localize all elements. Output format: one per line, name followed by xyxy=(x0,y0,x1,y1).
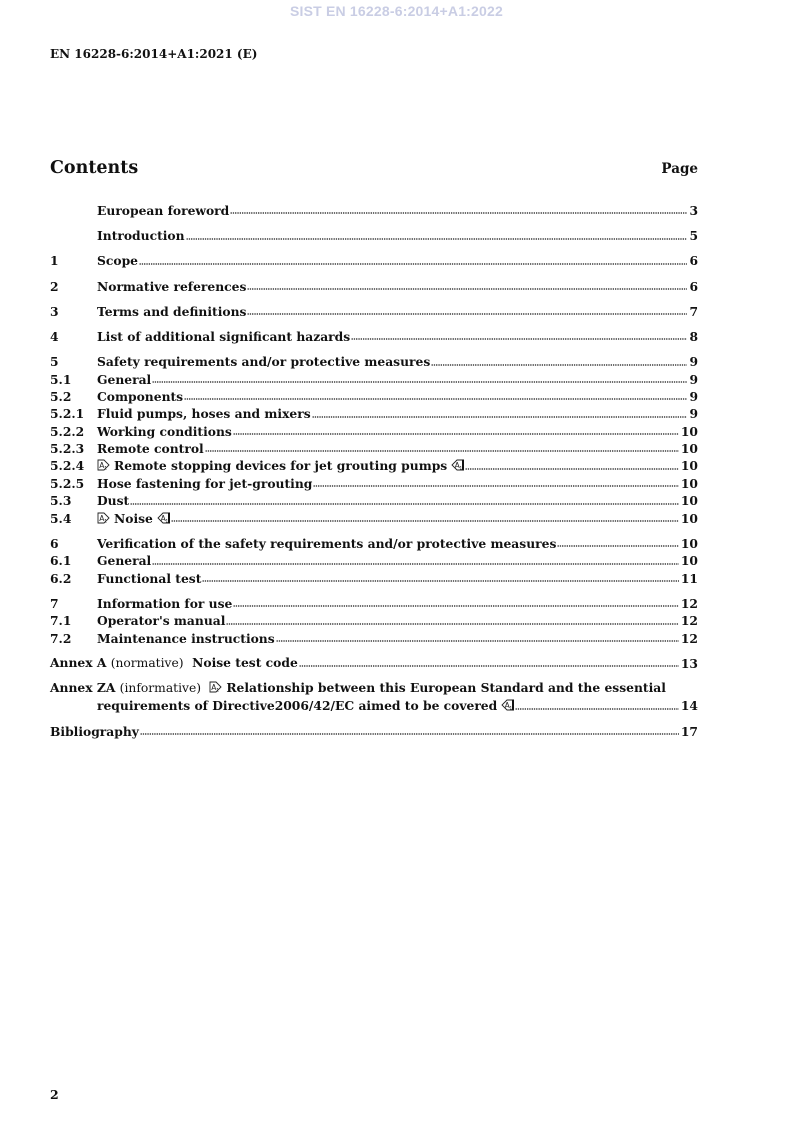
toc-entry[interactable] xyxy=(50,328,698,345)
toc-entry-title: Introduction xyxy=(97,228,185,244)
toc-entry-title: Scope xyxy=(97,253,138,269)
toc-entry-title: Functional test xyxy=(97,570,202,586)
toc-entry-title: General xyxy=(97,371,152,387)
toc-entry-title: Safety requirements and/or protective measures xyxy=(97,354,431,370)
toc-entry-page: 12 xyxy=(680,630,698,646)
toc-entry-title: Dust xyxy=(97,493,130,509)
annex-za-line-1 xyxy=(50,680,698,697)
dot-leader xyxy=(557,544,679,548)
amendment-end-icon xyxy=(157,512,170,524)
dot-leader xyxy=(351,337,687,341)
svg-text:1: 1 xyxy=(165,519,169,524)
toc-entry-page: 12 xyxy=(680,595,698,611)
svg-text:A: A xyxy=(454,461,460,471)
page-number: 2 xyxy=(50,1087,59,1102)
toc-entry[interactable] xyxy=(50,440,698,457)
toc-entry-annex-za[interactable] xyxy=(50,680,698,715)
toc-entry[interactable] xyxy=(50,552,698,569)
dot-leader xyxy=(299,664,679,668)
toc-entry[interactable] xyxy=(50,353,698,370)
toc-entry-title: Maintenance instructions xyxy=(97,630,275,646)
svg-text:A: A xyxy=(211,682,217,692)
toc-entry-page: 9 xyxy=(689,354,698,370)
dot-leader xyxy=(247,287,687,291)
annex-title-line-1: Relationship between this European Standard and the essential xyxy=(226,679,666,695)
contents-header xyxy=(50,158,698,182)
toc-entry-title: Fluid pumps, hoses and mixers xyxy=(97,406,311,422)
toc-entry[interactable] xyxy=(50,475,698,492)
toc-entry-page: 7 xyxy=(689,303,698,319)
svg-text:1: 1 xyxy=(216,688,220,693)
contents-title: Contents xyxy=(50,158,139,178)
toc-entry-number: 6.2 xyxy=(50,570,72,586)
toc-entry-title: Hose fastening for jet-grouting xyxy=(97,475,313,491)
toc-entry-title: Verification of the safety requirements and/or protective measures xyxy=(97,535,557,551)
dot-leader xyxy=(152,380,687,384)
toc-entry-page: 14 xyxy=(680,698,698,714)
toc-entry-title: European foreword xyxy=(97,202,230,218)
toc-entry-page: 9 xyxy=(689,388,698,404)
toc-entry-page: 13 xyxy=(680,655,698,671)
document-reference: EN 16228-6:2014+A1:2021 (E) xyxy=(50,47,258,61)
amendment-end-icon xyxy=(501,699,514,711)
toc-entry-page: 8 xyxy=(689,328,698,344)
toc-entry-page: 10 xyxy=(680,553,698,569)
toc-entry-number: 7.2 xyxy=(50,630,72,646)
toc-entry-number: 7.1 xyxy=(50,613,72,629)
toc-entry-page: 10 xyxy=(680,441,698,457)
toc-entry-page: 10 xyxy=(680,423,698,439)
toc-entry-title: List of additional significant hazards xyxy=(97,328,351,344)
svg-text:1: 1 xyxy=(459,466,463,472)
toc-entry-number: 5.2 xyxy=(50,388,72,404)
annex-title: Noise test code xyxy=(192,654,298,670)
toc-entry-page: 10 xyxy=(680,493,698,509)
toc-entry-page: 11 xyxy=(680,570,698,586)
toc-entry-number: 5.2.3 xyxy=(50,441,85,457)
annex-type: (informative) xyxy=(119,680,202,695)
svg-text:A: A xyxy=(99,513,105,523)
toc-entry-number: 5.1 xyxy=(50,371,72,387)
dot-leader xyxy=(312,415,688,419)
toc-entry-number: 6 xyxy=(50,535,59,551)
amendment-start-icon xyxy=(209,681,222,693)
toc-entry-title: Bibliography xyxy=(50,723,139,739)
toc-entry[interactable] xyxy=(50,535,698,552)
dot-leader xyxy=(230,211,687,215)
toc-entry-number: 5.3 xyxy=(50,493,72,509)
toc-entry-title xyxy=(50,654,298,672)
toc-entry[interactable] xyxy=(50,303,698,320)
dot-leader xyxy=(465,467,679,471)
toc-entry-number: 4 xyxy=(50,328,59,344)
toc-entry[interactable] xyxy=(50,595,698,612)
toc-entry-annex-a[interactable] xyxy=(50,655,698,672)
toc-entry-number: 5.2.2 xyxy=(50,423,85,439)
toc-entry-number: 6.1 xyxy=(50,553,72,569)
toc-entry-number: 3 xyxy=(50,303,59,319)
toc-entry-page: 3 xyxy=(689,202,698,218)
svg-text:A: A xyxy=(504,701,510,711)
toc-entry-title: Operator's manual xyxy=(97,613,226,629)
dot-leader xyxy=(202,579,678,583)
toc-entry-number: 5.2.5 xyxy=(50,475,85,491)
toc-entry[interactable] xyxy=(50,612,698,629)
dot-leader xyxy=(152,562,679,566)
dot-leader xyxy=(184,397,687,401)
toc-entry-page: 10 xyxy=(680,458,698,474)
toc-entry[interactable] xyxy=(50,202,698,219)
amendment-start-icon xyxy=(97,459,110,471)
svg-text:A: A xyxy=(160,513,166,523)
toc-entry-title xyxy=(97,697,514,714)
dot-leader xyxy=(171,519,679,523)
toc-entry-page: 10 xyxy=(680,475,698,491)
svg-text:1: 1 xyxy=(104,519,108,524)
watermark: SIST EN 16228-6:2014+A1:2022 xyxy=(289,3,503,19)
annex-prefix: Annex ZA xyxy=(50,679,116,695)
toc-entry-page: 6 xyxy=(689,253,698,269)
toc-entry-title xyxy=(97,457,464,474)
toc-entry-number: 5.2.1 xyxy=(50,406,85,422)
toc-entry-title-text: Remote stopping devices for jet grouting pumps xyxy=(114,458,448,474)
dot-leader xyxy=(233,604,679,608)
toc-entry-page: 6 xyxy=(689,278,698,294)
toc-entry-page: 9 xyxy=(689,406,698,422)
toc-entry-title: General xyxy=(97,553,152,569)
toc-entry[interactable] xyxy=(50,630,698,647)
dot-leader xyxy=(205,449,679,453)
dot-leader xyxy=(515,707,679,711)
toc-entry[interactable] xyxy=(50,457,698,474)
toc-entry-number: 2 xyxy=(50,278,59,294)
toc-entry-number: 5.4 xyxy=(50,510,72,526)
amendment-start-icon xyxy=(97,512,110,524)
toc-entry-number: 5.2.4 xyxy=(50,458,85,474)
annex-za-line-2 xyxy=(50,697,698,714)
dot-leader xyxy=(226,622,678,626)
toc-entry-page: 5 xyxy=(689,228,698,244)
annex-type: (normative) xyxy=(110,655,184,670)
toc-entry-number: 5 xyxy=(50,354,59,370)
dot-leader xyxy=(233,432,679,436)
toc-entry-title: Normative references xyxy=(97,278,247,294)
annex-prefix: Annex A xyxy=(50,654,107,670)
toc-entry-page: 17 xyxy=(680,723,698,739)
annex-title-line-2: requirements of Directive2006/42/EC aimed to be covered xyxy=(97,698,498,714)
svg-text:A: A xyxy=(99,461,105,471)
toc-entry-number: 1 xyxy=(50,253,59,269)
toc-entry-title: Components xyxy=(97,388,184,404)
dot-leader xyxy=(247,312,687,316)
toc-entry-title: Terms and definitions xyxy=(97,303,247,319)
toc-entry-page: 10 xyxy=(680,510,698,526)
toc-entry-page: 9 xyxy=(689,371,698,387)
toc-entry[interactable] xyxy=(50,510,698,527)
toc-entry-title: Information for use xyxy=(97,595,233,611)
dot-leader xyxy=(431,363,687,367)
toc-entry-title: Remote control xyxy=(97,441,204,457)
toc-entry-number: 7 xyxy=(50,595,59,611)
toc-entry[interactable] xyxy=(50,227,698,244)
toc-entry[interactable] xyxy=(50,278,698,295)
toc-entry[interactable] xyxy=(50,570,698,587)
table-of-contents xyxy=(50,202,698,740)
toc-entry-title-text: Noise xyxy=(114,510,153,526)
amendment-end-icon xyxy=(451,459,464,471)
dot-leader xyxy=(186,237,688,241)
toc-entry-page: 12 xyxy=(680,613,698,629)
toc-entry[interactable] xyxy=(50,423,698,440)
toc-entry[interactable] xyxy=(50,492,698,509)
dot-leader xyxy=(139,262,687,266)
dot-leader xyxy=(276,639,679,643)
dot-leader xyxy=(313,484,678,488)
svg-text:1: 1 xyxy=(509,706,513,712)
toc-entry-title xyxy=(50,679,666,697)
page-column-label: Page xyxy=(661,161,698,177)
dot-leader xyxy=(140,732,679,736)
svg-text:1: 1 xyxy=(104,466,108,472)
toc-entry[interactable] xyxy=(50,252,698,269)
dot-leader xyxy=(130,502,679,506)
toc-entry-bibliography[interactable] xyxy=(50,723,698,740)
toc-entry-page: 10 xyxy=(680,535,698,551)
toc-entry-title xyxy=(97,510,170,527)
toc-entry[interactable] xyxy=(50,371,698,388)
toc-entry-title: Working conditions xyxy=(97,423,232,439)
toc-entry[interactable] xyxy=(50,405,698,422)
toc-entry[interactable] xyxy=(50,388,698,405)
